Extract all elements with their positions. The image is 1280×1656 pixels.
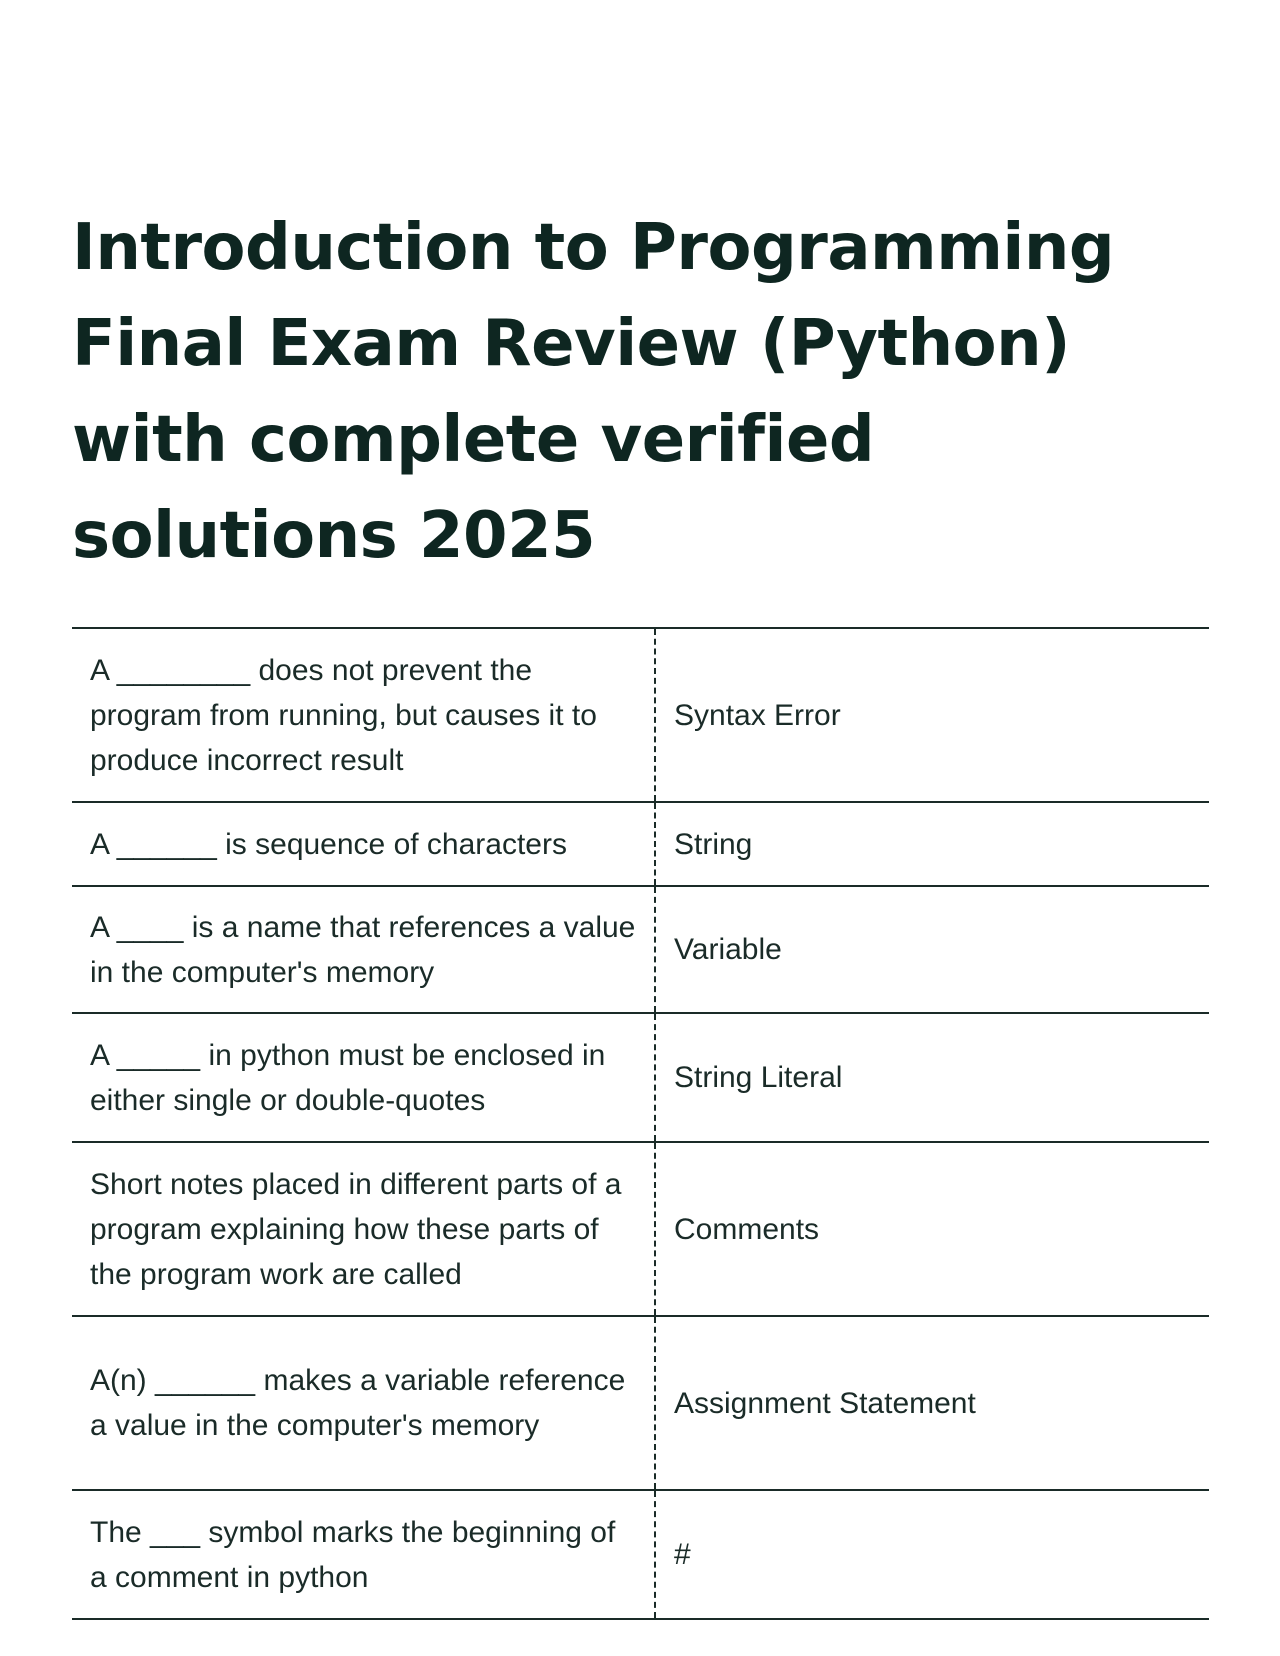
term-cell: A _____ in python must be enclosed in either single or double-quotes [72, 1013, 655, 1142]
table-row [72, 1316, 1209, 1490]
table-row [72, 628, 1209, 802]
term-cell: A ____ is a name that references a value in the computer's memory [72, 886, 655, 1013]
answer-cell: Syntax Error [655, 628, 1209, 802]
table-row [72, 1013, 1209, 1142]
table-row [72, 886, 1209, 1013]
term-cell: Short notes placed in different parts of a program explaining how these parts of the program work are called [72, 1142, 655, 1316]
term-cell: A ________ does not prevent the program from running, but causes it to produce incorrect result [72, 628, 655, 802]
term-cell: A ______ is sequence of characters [72, 802, 655, 886]
document-title: Introduction to Programming Final Exam Review (Python) with complete verified solutions 2025 [72, 211, 1115, 573]
term-cell: The ___ symbol marks the beginning of a comment in python [72, 1490, 655, 1619]
answer-cell: Comments [655, 1142, 1209, 1316]
answer-cell: Assignment Statement [655, 1316, 1209, 1490]
table-row [72, 802, 1209, 886]
answer-cell: String [655, 802, 1209, 886]
answer-cell: String Literal [655, 1013, 1209, 1142]
qa-table [72, 627, 1209, 1620]
term-cell: A(n) ______ makes a variable reference a value in the computer's memory [72, 1316, 655, 1490]
table-row [72, 1142, 1209, 1316]
answer-cell: # [655, 1490, 1209, 1619]
answer-cell: Variable [655, 886, 1209, 1013]
table-row [72, 1490, 1209, 1619]
